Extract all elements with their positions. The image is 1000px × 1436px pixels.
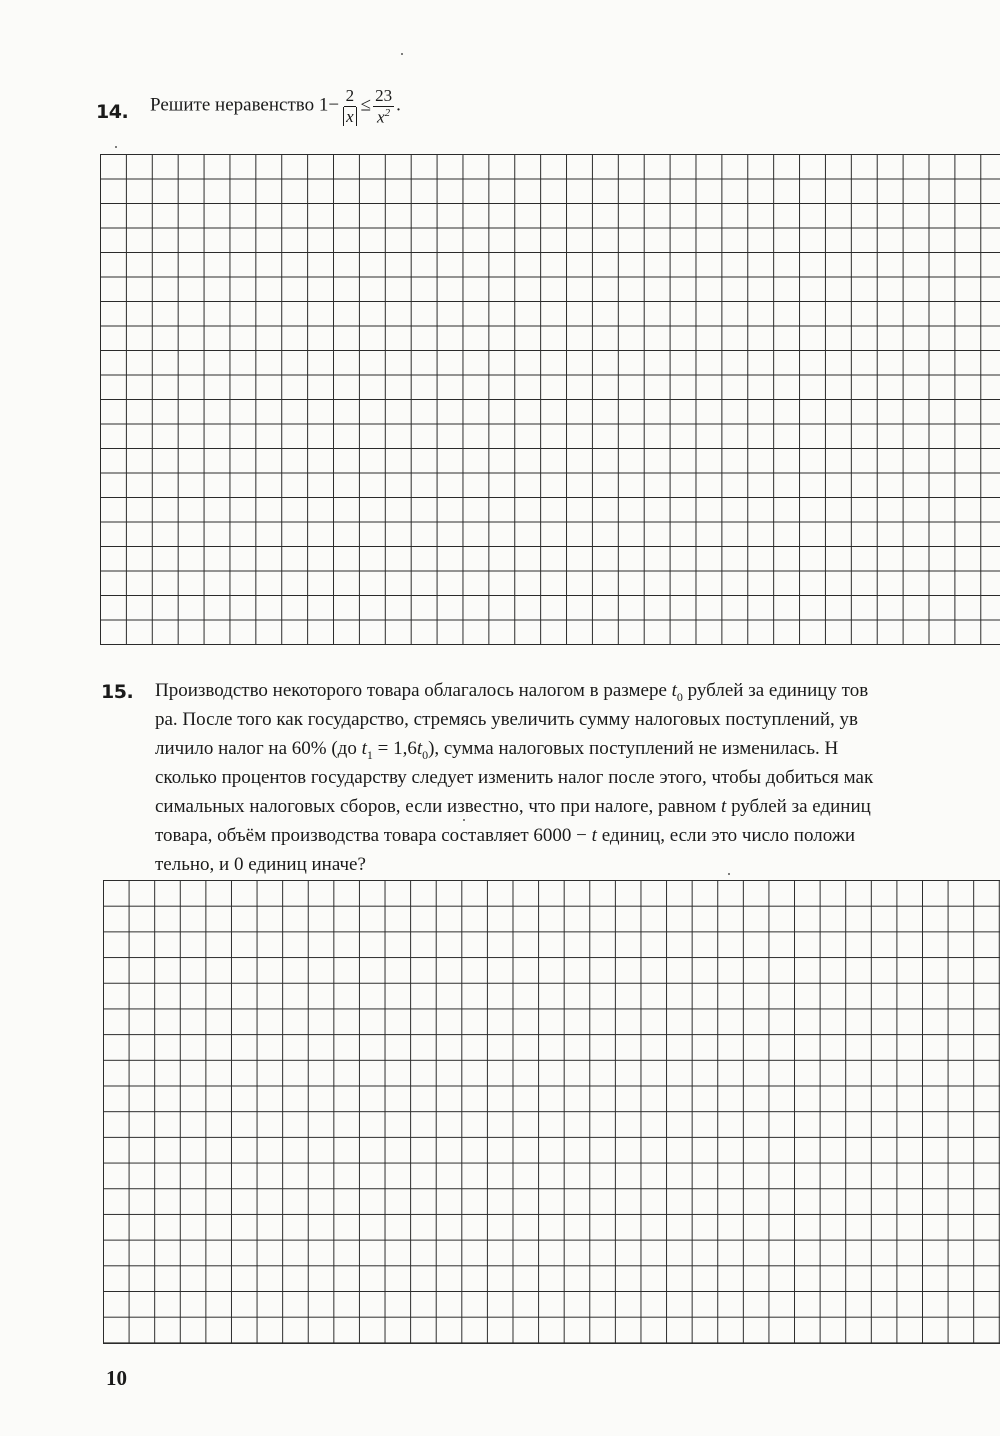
scan-speck [728,873,730,875]
text-run: личило налог на 60% (до [155,738,362,759]
frac2-numerator: 23 [375,86,393,105]
variable-t: t [671,680,677,701]
text-run: рублей за единицу тов [682,680,869,701]
problem-14-text: Решите неравенство [150,94,315,116]
text-run: единиц, если это число положи [596,825,856,846]
variable-subscript: 0 [422,747,429,762]
text-run: сколько процентов государству следует изменить налог после этого, чтобы добиться мак [155,767,874,788]
problem-15-text [155,676,1000,879]
variable-t: t [361,738,367,759]
math-period: . [396,94,401,116]
problem-15-line [155,792,1000,821]
text-run: ра. После того как государство, стремясь увеличить сумму налоговых поступлений, ув [155,709,859,730]
variable-t: t [591,825,597,846]
variable-t: t [416,738,423,759]
text-run: ), сумма налоговых поступлений не изменилась. Н [428,738,839,759]
problem-14-number: 14. [96,101,129,123]
problem-15-line [155,676,1000,705]
text-run: товара, объём производства товара составляет 6000 − [155,825,592,846]
fraction-2-over-abs-x [341,86,359,126]
scan-speck [115,146,117,148]
problem-15-number: 15. [101,681,134,703]
scan-speck [401,53,403,55]
text-run: симальных налоговых сборов, если известно, что при налоге, равном [155,796,722,817]
problem-15-line [155,821,1000,850]
problem-14-statement [150,86,401,127]
math-minus: − [328,94,340,116]
math-one: 1 [318,94,329,116]
fraction-23-over-x2 [373,86,394,127]
problem-15-line [155,734,1000,763]
frac2-denominator-base: x [377,107,385,127]
answer-grid-14[interactable] [100,154,1000,645]
answer-grid-15[interactable] [103,880,1000,1344]
problem-15-line [155,705,1000,734]
problem-15-line [155,763,1000,792]
problem-15-line [155,850,1000,879]
text-run: рублей за единиц [726,796,871,817]
page-number: 10 [106,1366,127,1390]
text-run: тельно, и 0 единиц иначе? [155,854,366,875]
text-run: Производство некоторого товара облагалось налогом в размере [155,680,672,701]
frac1-denominator: x [343,107,357,126]
variable-subscript: 1 [366,747,373,762]
scan-speck [463,819,465,821]
frac1-numerator: 2 [345,86,355,106]
math-le: ≤ [360,94,372,116]
variable-t: t [721,796,727,817]
frac2-denominator-exponent: 2 [384,106,391,119]
variable-subscript: 0 [676,689,683,704]
text-run: = 1,6 [372,738,417,759]
